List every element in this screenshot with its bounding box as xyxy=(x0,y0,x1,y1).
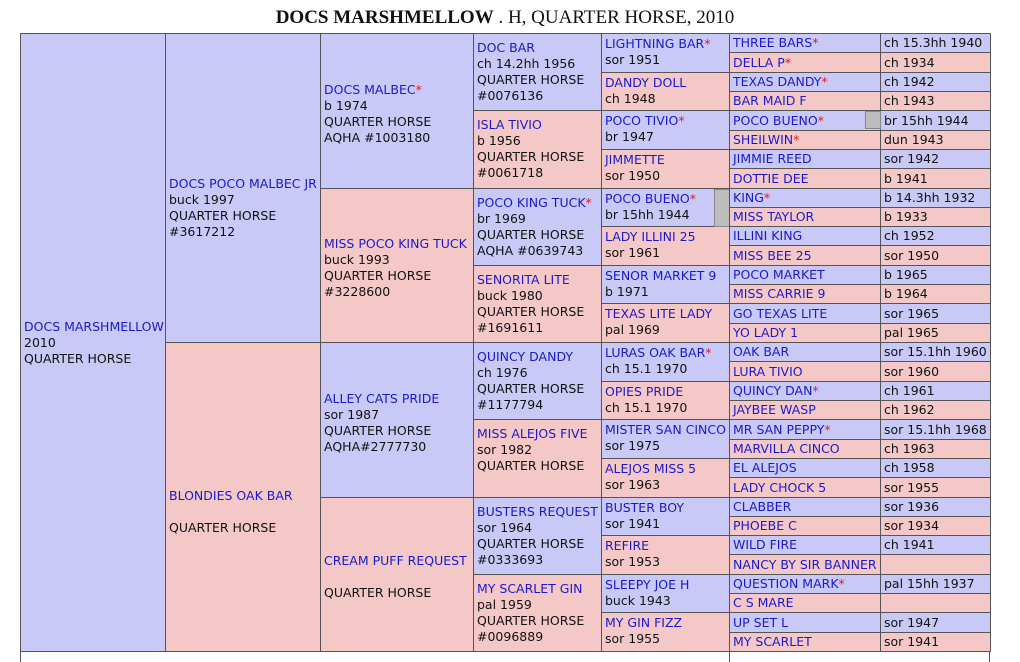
horse-name-link[interactable]: LADY ILLINI 25 xyxy=(605,229,696,244)
horse-detail-line: QUARTER HORSE xyxy=(477,304,585,319)
pedigree-cell-dottie-dee xyxy=(729,168,882,189)
horse-name-link[interactable]: JIMMIE REED xyxy=(733,151,812,166)
horse-detail-line: pal 1969 xyxy=(605,322,660,337)
pedigree-cell-miss-poco-king-tuck xyxy=(320,188,475,343)
pedigree-cell-three-bars xyxy=(729,33,882,53)
horse-info-cell xyxy=(880,303,991,324)
featured-star-marker: * xyxy=(705,345,712,360)
horse-detail-line: br 1969 xyxy=(477,211,526,226)
pedigree-cell-lightning-bar xyxy=(601,33,731,73)
pedigree-cell-texas-dandy xyxy=(729,72,882,92)
horse-detail-line: sor 1961 xyxy=(605,245,661,260)
horse-name-link[interactable]: DOCS MALBEC xyxy=(324,81,416,97)
horse-name-link[interactable]: PHOEBE C xyxy=(733,518,797,533)
horse-name-link[interactable]: BAR MAID F xyxy=(733,93,807,108)
horse-info-cell xyxy=(880,149,991,169)
horse-name-link[interactable]: OAK BAR xyxy=(733,344,790,359)
featured-star-marker: * xyxy=(812,35,819,50)
horse-info-cell xyxy=(880,497,991,517)
horse-detail-line: sor 1964 xyxy=(477,520,533,535)
horse-detail-line: sor 1963 xyxy=(605,477,661,492)
horse-info-cell xyxy=(880,323,991,343)
horse-detail-line: sor 1950 xyxy=(605,168,661,183)
footer-box-left xyxy=(20,651,730,662)
horse-detail-line: pal 1965 xyxy=(884,325,939,340)
horse-detail-line: sor 1934 xyxy=(884,518,940,533)
horse-info-cell xyxy=(880,516,991,536)
horse-detail-line: sor 1941 xyxy=(605,516,661,531)
horse-detail-line: #0076136 xyxy=(477,88,544,103)
horse-detail-line xyxy=(324,569,471,585)
pedigree-cell-my-scarlet xyxy=(729,632,882,652)
pedigree-cell-go-texas-lite xyxy=(729,303,882,324)
horse-name-link[interactable]: LURAS OAK BAR xyxy=(605,345,706,360)
horse-info-cell xyxy=(880,91,991,111)
horse-name-link[interactable]: POCO MARKET xyxy=(733,267,825,282)
horse-name-link[interactable]: SHEILWIN xyxy=(733,132,794,147)
pedigree-cell-jimmette xyxy=(601,149,731,189)
horse-name-link[interactable]: MISS CARRIE 9 xyxy=(733,286,826,301)
horse-name-link[interactable]: JIMMETTE xyxy=(605,152,665,167)
horse-info-cell xyxy=(880,381,991,401)
horse-name-link[interactable]: POCO TIVIO xyxy=(605,113,679,128)
footer-box-right xyxy=(729,651,990,662)
horse-detail-line: b 1964 xyxy=(884,286,928,301)
horse-info-cell xyxy=(880,439,991,459)
horse-info-cell xyxy=(880,342,991,362)
pedigree-chart xyxy=(20,33,990,651)
pedigree-cell-cream-puff-request xyxy=(320,497,475,652)
horse-detail-line: QUARTER HORSE xyxy=(477,536,585,551)
horse-detail-line: sor 1955 xyxy=(605,631,661,646)
horse-name-link[interactable]: TEXAS LITE LADY xyxy=(605,306,713,321)
horse-detail-line: sor 1955 xyxy=(884,479,940,495)
horse-name-link[interactable]: ALEJOS MISS 5 xyxy=(605,461,697,476)
featured-star-marker: * xyxy=(838,576,845,591)
horse-detail-line: b 14.3hh 1932 xyxy=(884,190,976,205)
horse-detail-line: QUARTER HORSE xyxy=(324,268,432,283)
pedigree-cell-texas-lite-lady xyxy=(601,303,731,343)
horse-detail-line: br 15hh 1944 xyxy=(884,112,969,128)
horse-detail-line: sor 1960 xyxy=(884,363,940,379)
horse-detail-line: ch 1976 xyxy=(477,365,528,380)
horse-detail-line: ch 1961 xyxy=(884,383,935,398)
horse-info-cell xyxy=(880,419,991,440)
horse-name-link[interactable]: MR SAN PEPPY xyxy=(733,421,825,437)
horse-info-cell xyxy=(880,458,991,478)
horse-info-cell xyxy=(880,612,991,633)
pedigree-cell-miss-carrie-9 xyxy=(729,284,882,304)
horse-detail-line: ch 14.2hh 1956 xyxy=(477,56,576,71)
horse-name-link[interactable]: EL ALEJOS xyxy=(733,460,797,475)
horse-detail-line xyxy=(169,504,318,520)
horse-name-link[interactable]: LURA TIVIO xyxy=(733,363,803,379)
horse-name-link[interactable]: POCO KING TUCK xyxy=(477,195,586,210)
horse-name-link[interactable]: SENOR MARKET 9 xyxy=(605,268,717,283)
horse-info-cell xyxy=(880,168,991,189)
featured-star-marker: * xyxy=(784,54,792,70)
pedigree-cell-opies-pride xyxy=(601,381,731,420)
horse-name-link[interactable]: YO LADY 1 xyxy=(733,325,799,340)
horse-detail-line: QUARTER HORSE xyxy=(324,113,432,129)
horse-info-cell xyxy=(880,400,991,420)
horse-info-cell xyxy=(880,110,991,131)
horse-name-link[interactable]: POCO BUENO xyxy=(733,112,818,128)
horse-detail-line: br 1947 xyxy=(605,129,654,144)
horse-name-link[interactable]: MISS BEE 25 xyxy=(733,247,812,263)
pedigree-cell-miss-alejos-five xyxy=(473,419,603,498)
featured-star-marker: * xyxy=(689,191,696,206)
horse-name-link[interactable]: ALLEY CATS PRIDE xyxy=(324,390,440,406)
horse-info-cell xyxy=(880,535,991,555)
horse-detail-line: sor 1987 xyxy=(324,406,380,422)
horse-name-link[interactable]: MY SCARLET GIN xyxy=(477,581,583,596)
horse-name-link[interactable]: ILLINI KING xyxy=(733,228,803,243)
horse-detail-line: sor 15.1hh 1968 xyxy=(884,421,987,437)
horse-name-link[interactable]: UP SET L xyxy=(733,614,789,630)
horse-name-link[interactable]: DOTTIE DEE xyxy=(733,170,809,186)
pedigree-cell-poco-market xyxy=(729,265,882,285)
horse-name-link[interactable]: BLONDIES OAK BAR xyxy=(169,487,293,503)
horse-detail-line: b 1941 xyxy=(884,170,928,186)
horse-detail-line: ch 1948 xyxy=(605,91,656,106)
horse-detail-line: ch 1962 xyxy=(884,402,935,417)
horse-name-link[interactable]: POCO BUENO xyxy=(605,191,690,206)
pedigree-cell-senorita-lite xyxy=(473,265,603,343)
pedigree-cell-quincy-dan xyxy=(729,381,882,401)
featured-star-marker: * xyxy=(678,113,685,128)
horse-detail-line: QUARTER HORSE xyxy=(24,351,132,366)
horse-name-link[interactable]: LIGHTNING BAR xyxy=(605,36,705,51)
horse-name-link[interactable]: KING xyxy=(733,190,764,205)
horse-detail-line: b 1965 xyxy=(884,267,928,282)
horse-detail-line: br 15hh 1944 xyxy=(605,207,690,222)
horse-name-link[interactable]: WILD FIRE xyxy=(733,537,798,552)
horse-detail-line: sor 1950 xyxy=(884,247,940,263)
horse-name-link[interactable]: DELLA P xyxy=(733,54,785,70)
horse-info-cell xyxy=(880,284,991,304)
horse-detail-line: b 1974 xyxy=(324,97,368,113)
horse-detail-line: ch 1943 xyxy=(884,93,935,108)
horse-name-link[interactable]: QUINCY DANDY xyxy=(477,349,574,364)
pedigree-cell-phoebe-c xyxy=(729,516,882,536)
horse-detail-line: AQHA #1003180 xyxy=(324,129,431,145)
pedigree-cell-bar-maid-f xyxy=(729,91,882,111)
horse-detail-line: sor 1982 xyxy=(477,442,533,457)
horse-name-link[interactable]: DANDY DOLL xyxy=(605,75,687,90)
pedigree-cell-luras-oak-bar xyxy=(601,342,731,382)
pedigree-cell-sheilwin xyxy=(729,130,882,150)
horse-detail-line: #1691611 xyxy=(477,320,544,335)
horse-detail-line: QUARTER HORSE xyxy=(324,422,432,438)
pedigree-cell-della-p xyxy=(729,52,882,73)
horse-name-link[interactable]: DOC BAR xyxy=(477,40,535,55)
horse-detail-line: sor 15.1hh 1960 xyxy=(884,344,987,359)
horse-name-link[interactable]: MY GIN FIZZ xyxy=(605,615,683,630)
horse-detail-line: QUARTER HORSE xyxy=(477,227,585,242)
horse-detail-line: QUARTER HORSE xyxy=(477,458,585,473)
pedigree-cell-poco-bueno xyxy=(729,110,882,131)
horse-detail-line: ch 1942 xyxy=(884,74,935,89)
pedigree-cell-my-gin-fizz xyxy=(601,612,731,652)
horse-detail-line: buck 1993 xyxy=(324,252,390,267)
spacer-block xyxy=(865,111,881,129)
pedigree-cell-blondies-oak-bar xyxy=(165,342,322,652)
horse-name-link[interactable]: C S MARE xyxy=(733,595,794,610)
pedigree-cell-my-scarlet-gin xyxy=(473,574,603,652)
horse-detail-line: #3228600 xyxy=(324,284,391,299)
horse-info-cell xyxy=(880,188,991,208)
featured-star-marker: * xyxy=(763,190,771,205)
pedigree-cell-miss-bee-25 xyxy=(729,245,882,266)
subject-cell xyxy=(20,33,167,652)
pedigree-cell-mr-san-peppy xyxy=(729,419,882,440)
horse-detail-line: ch 1963 xyxy=(884,441,935,456)
pedigree-cell-sleepy-joe-h xyxy=(601,574,731,613)
horse-name-link[interactable]: SLEEPY JOE H xyxy=(605,577,690,592)
horse-name-link[interactable]: DOCS POCO MALBEC JR xyxy=(169,175,317,191)
pedigree-cell-doc-bar xyxy=(473,33,603,111)
pedigree-cell-yo-lady-1 xyxy=(729,323,882,343)
horse-name-link[interactable]: REFIRE xyxy=(605,538,650,553)
horse-detail-line: QUARTER HORSE xyxy=(477,613,585,628)
pedigree-cell-c-s-mare xyxy=(729,593,882,613)
pedigree-cell-poco-tivio xyxy=(601,110,731,150)
horse-detail-line: sor 1951 xyxy=(605,52,661,67)
horse-info-cell xyxy=(880,361,991,382)
featured-star-marker: * xyxy=(821,74,828,89)
featured-star-marker: * xyxy=(793,132,800,147)
horse-info-cell xyxy=(880,554,991,575)
horse-detail-line: buck 1997 xyxy=(169,191,235,207)
horse-name-link[interactable]: QUESTION MARK xyxy=(733,576,839,591)
horse-detail-line: QUARTER HORSE xyxy=(477,381,585,396)
horse-detail-line: sor 1975 xyxy=(605,438,661,453)
horse-detail-line: sor 1942 xyxy=(884,151,940,166)
horse-detail-line: dun 1943 xyxy=(884,132,944,147)
horse-info-cell xyxy=(880,33,991,53)
page-title: DOCS MARSHMELLOW . H, QUARTER HORSE, 2010 xyxy=(275,7,735,28)
pedigree-cell-lura-tivio xyxy=(729,361,882,382)
horse-detail-line: sor 1965 xyxy=(884,305,940,321)
horse-name-link[interactable]: MISS POCO KING TUCK xyxy=(324,236,467,251)
horse-name-link[interactable]: NANCY BY SIR BANNER xyxy=(733,556,877,572)
horse-detail-line: ch 1958 xyxy=(884,460,935,475)
pedigree-cell-king xyxy=(729,188,882,208)
horse-detail-line: QUARTER HORSE xyxy=(169,207,277,223)
featured-star-marker: * xyxy=(585,195,592,210)
horse-detail-line: b 1956 xyxy=(477,133,521,148)
horse-info-cell xyxy=(880,52,991,73)
horse-detail-line: QUARTER HORSE xyxy=(324,585,432,600)
horse-name-link[interactable]: OPIES PRIDE xyxy=(605,384,684,399)
horse-detail-line: 2010 xyxy=(24,335,56,350)
pedigree-cell-poco-king-tuck xyxy=(473,188,603,266)
pedigree-cell-dandy-doll xyxy=(601,72,731,111)
horse-detail-line: buck 1943 xyxy=(605,593,671,608)
pedigree-cell-quincy-dandy xyxy=(473,342,603,420)
horse-name-link[interactable]: LADY CHOCK 5 xyxy=(733,479,827,495)
horse-info-cell xyxy=(880,72,991,92)
horse-detail-line: #0096889 xyxy=(477,629,544,644)
horse-name-link[interactable]: BUSTER BOY xyxy=(605,500,684,515)
pedigree-cell-buster-boy xyxy=(601,497,731,536)
horse-name-link[interactable]: MISS ALEJOS FIVE xyxy=(477,426,588,441)
spacer-block xyxy=(714,189,730,227)
horse-detail-line: #0333693 xyxy=(477,552,544,567)
featured-star-marker: * xyxy=(812,383,819,398)
horse-name-link[interactable]: BUSTERS REQUEST xyxy=(477,504,598,519)
pedigree-cell-alley-cats-pride xyxy=(320,342,475,498)
horse-detail-line: QUARTER HORSE xyxy=(169,519,277,535)
horse-name-link[interactable]: MISTER SAN CINCO xyxy=(605,422,726,437)
horse-name-link[interactable]: TEXAS DANDY xyxy=(733,74,822,89)
horse-detail-line: #3617212 xyxy=(169,223,236,239)
horse-name-link[interactable]: CREAM PUFF REQUEST xyxy=(324,553,467,568)
horse-detail-line: ch 1952 xyxy=(884,228,935,243)
horse-detail-line: buck 1980 xyxy=(477,288,543,303)
horse-detail-line: b 1971 xyxy=(605,284,649,299)
horse-detail-line: QUARTER HORSE xyxy=(477,149,585,164)
horse-name-link[interactable]: ISLA TIVIO xyxy=(477,117,542,132)
horse-info-cell xyxy=(880,226,991,246)
horse-detail-line: QUARTER HORSE xyxy=(477,72,585,87)
pedigree-cell-refire xyxy=(601,535,731,575)
horse-detail-line: b 1933 xyxy=(884,209,928,224)
horse-detail-line: AQHA #0639743 xyxy=(477,243,584,258)
horse-detail-line: #1177794 xyxy=(477,397,544,412)
pedigree-cell-illini-king xyxy=(729,226,882,246)
pedigree-cell-nancy-by-sir-banner xyxy=(729,554,882,575)
pedigree-cell-jimmie-reed xyxy=(729,149,882,169)
horse-detail-line: ch 15.1 1970 xyxy=(605,400,688,415)
horse-info-cell xyxy=(880,130,991,150)
pedigree-cell-alejos-miss-5 xyxy=(601,458,731,498)
pedigree-cell-miss-taylor xyxy=(729,207,882,227)
horse-name-link[interactable]: QUINCY DAN xyxy=(733,383,813,398)
pedigree-cell-busters-request xyxy=(473,497,603,575)
horse-info-cell xyxy=(880,245,991,266)
horse-detail-line: sor 1953 xyxy=(605,554,661,569)
horse-name-link[interactable]: GO TEXAS LITE xyxy=(733,305,828,321)
horse-name-link[interactable]: MISS TAYLOR xyxy=(733,209,815,224)
pedigree-cell-marvilla-cinco xyxy=(729,439,882,459)
horse-info-cell xyxy=(880,207,991,227)
pedigree-cell-mister-san-cinco xyxy=(601,419,731,459)
pedigree-cell-docs-malbec xyxy=(320,33,475,189)
horse-name-link[interactable]: MY SCARLET xyxy=(733,634,812,649)
horse-name-link[interactable]: MARVILLA CINCO xyxy=(733,441,840,456)
horse-name-link[interactable]: JAYBEE WASP xyxy=(733,402,816,417)
pedigree-cell-wild-fire xyxy=(729,535,882,555)
horse-info-cell xyxy=(880,593,991,613)
featured-star-marker: * xyxy=(817,112,824,128)
horse-detail-line: pal 1959 xyxy=(477,597,532,612)
horse-name-link[interactable]: DOCS MARSHMELLOW xyxy=(24,319,164,334)
horse-detail-line: sor 1936 xyxy=(884,499,940,514)
horse-detail-line: AQHA#2777730 xyxy=(324,438,427,454)
pedigree-cell-isla-tivio xyxy=(473,110,603,189)
horse-info-cell xyxy=(880,477,991,498)
horse-detail-line: ch 1941 xyxy=(884,537,935,552)
horse-detail-line: sor 1947 xyxy=(884,614,940,630)
pedigree-cell-el-alejos xyxy=(729,458,882,478)
horse-name-link[interactable]: CLABBER xyxy=(733,499,792,514)
featured-star-marker: * xyxy=(824,421,831,437)
pedigree-cell-lady-chock-5 xyxy=(729,477,882,498)
horse-name-link[interactable]: THREE BARS xyxy=(733,35,813,50)
horse-detail-line: sor 1941 xyxy=(884,634,940,649)
horse-detail-line: ch 15.3hh 1940 xyxy=(884,35,983,50)
horse-info-cell xyxy=(880,574,991,594)
pedigree-cell-question-mark xyxy=(729,574,882,594)
pedigree-cell-senor-market-9 xyxy=(601,265,731,304)
horse-name-link[interactable]: SENORITA LITE xyxy=(477,272,570,287)
pedigree-cell-oak-bar xyxy=(729,342,882,362)
pedigree-cell-poco-bueno xyxy=(601,188,731,227)
horse-info-cell xyxy=(880,632,991,652)
horse-detail-line: #0061718 xyxy=(477,165,544,180)
horse-detail-line: ch 15.1 1970 xyxy=(605,361,688,376)
pedigree-cell-docs-poco-malbec-jr xyxy=(165,33,322,343)
pedigree-cell-clabber xyxy=(729,497,882,517)
pedigree-cell-jaybee-wasp xyxy=(729,400,882,420)
horse-detail-line: ch 1934 xyxy=(884,54,935,70)
featured-star-marker: * xyxy=(415,81,422,97)
horse-detail-line: pal 15hh 1937 xyxy=(884,576,975,591)
horse-info-cell xyxy=(880,265,991,285)
featured-star-marker: * xyxy=(704,36,711,51)
pedigree-cell-lady-illini-25 xyxy=(601,226,731,266)
pedigree-cell-up-set-l xyxy=(729,612,882,633)
